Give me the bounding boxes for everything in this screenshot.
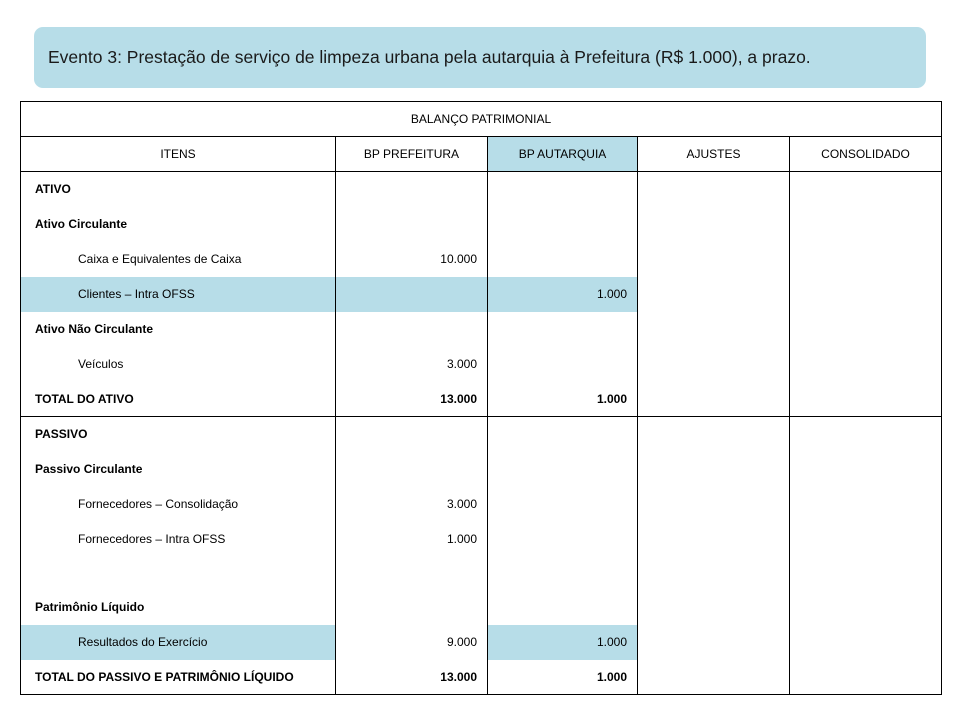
- row-label: Patrimônio Líquido: [21, 590, 336, 625]
- cell-prefeitura: [336, 312, 488, 347]
- row-label: [21, 557, 336, 590]
- header-ajustes: AJUSTES: [638, 137, 790, 172]
- cell-prefeitura: 13.000: [336, 382, 488, 417]
- total-row: [21, 382, 942, 417]
- table-header-row: [21, 137, 942, 172]
- cell-consolidado: [790, 312, 942, 347]
- cell-consolidado: [790, 417, 942, 452]
- row-label: Ativo Circulante: [21, 207, 336, 242]
- cell-autarquia: [488, 557, 638, 590]
- cell-consolidado: [790, 625, 942, 660]
- header-consolidado: CONSOLIDADO: [790, 137, 942, 172]
- table-row-highlighted: [21, 277, 942, 312]
- cell-prefeitura: 3.000: [336, 347, 488, 382]
- cell-autarquia: [488, 172, 638, 207]
- cell-ajustes: [638, 382, 790, 417]
- row-label: PASSIVO: [21, 417, 336, 452]
- event-banner: [34, 27, 926, 88]
- row-label: TOTAL DO ATIVO: [21, 382, 336, 417]
- row-label: Fornecedores – Consolidação: [21, 487, 336, 522]
- cell-ajustes: [638, 487, 790, 522]
- cell-autarquia: 1.000: [488, 382, 638, 417]
- table-row: [21, 522, 942, 557]
- cell-autarquia: [488, 207, 638, 242]
- row-label: Veículos: [21, 347, 336, 382]
- row-label: Passivo Circulante: [21, 452, 336, 487]
- cell-prefeitura: [336, 207, 488, 242]
- cell-ajustes: [638, 312, 790, 347]
- table-row: [21, 207, 942, 242]
- total-row: [21, 660, 942, 695]
- cell-ajustes: [638, 660, 790, 695]
- table-row: [21, 347, 942, 382]
- cell-autarquia: [488, 452, 638, 487]
- cell-autarquia: 1.000: [488, 277, 638, 312]
- cell-prefeitura: 10.000: [336, 242, 488, 277]
- cell-prefeitura: 9.000: [336, 625, 488, 660]
- cell-ajustes: [638, 557, 790, 590]
- cell-consolidado: [790, 590, 942, 625]
- cell-prefeitura: 1.000: [336, 522, 488, 557]
- row-label: ATIVO: [21, 172, 336, 207]
- cell-consolidado: [790, 172, 942, 207]
- passivo-section: [21, 417, 942, 695]
- cell-ajustes: [638, 590, 790, 625]
- cell-consolidado: [790, 382, 942, 417]
- cell-consolidado: [790, 660, 942, 695]
- cell-consolidado: [790, 207, 942, 242]
- cell-autarquia: [488, 242, 638, 277]
- cell-autarquia: 1.000: [488, 660, 638, 695]
- event-description: Evento 3: Prestação de serviço de limpeza urbana pela autarquia à Prefeitura (R$ 1.000), a prazo.: [48, 47, 811, 67]
- cell-prefeitura: [336, 277, 488, 312]
- cell-consolidado: [790, 557, 942, 590]
- cell-prefeitura: [336, 452, 488, 487]
- cell-prefeitura: [336, 417, 488, 452]
- cell-prefeitura: [336, 172, 488, 207]
- cell-consolidado: [790, 277, 942, 312]
- cell-prefeitura: 3.000: [336, 487, 488, 522]
- cell-prefeitura: [336, 590, 488, 625]
- cell-ajustes: [638, 417, 790, 452]
- table-title: BALANÇO PATRIMONIAL: [21, 102, 942, 137]
- header-itens: ITENS: [21, 137, 336, 172]
- table-title-row: [21, 102, 942, 137]
- cell-autarquia: [488, 522, 638, 557]
- cell-autarquia: [488, 487, 638, 522]
- row-label: TOTAL DO PASSIVO E PATRIMÔNIO LÍQUIDO: [21, 660, 336, 695]
- table-row: [21, 172, 942, 207]
- cell-consolidado: [790, 242, 942, 277]
- row-label: Ativo Não Circulante: [21, 312, 336, 347]
- cell-ajustes: [638, 625, 790, 660]
- table-row: [21, 417, 942, 452]
- cell-ajustes: [638, 172, 790, 207]
- header-bp-prefeitura: BP PREFEITURA: [336, 137, 488, 172]
- cell-ajustes: [638, 207, 790, 242]
- cell-prefeitura: [336, 557, 488, 590]
- cell-autarquia: 1.000: [488, 625, 638, 660]
- cell-ajustes: [638, 242, 790, 277]
- table-row: [21, 487, 942, 522]
- table-row: [21, 242, 942, 277]
- cell-prefeitura: 13.000: [336, 660, 488, 695]
- table-row: [21, 590, 942, 625]
- cell-autarquia: [488, 417, 638, 452]
- cell-autarquia: [488, 312, 638, 347]
- table-row-highlighted: [21, 625, 942, 660]
- row-label: Fornecedores – Intra OFSS: [21, 522, 336, 557]
- row-label: Resultados do Exercício: [21, 625, 336, 660]
- cell-autarquia: [488, 590, 638, 625]
- table-row-spacer: [21, 557, 942, 590]
- cell-consolidado: [790, 487, 942, 522]
- cell-ajustes: [638, 277, 790, 312]
- ativo-section: [21, 172, 942, 417]
- table-row: [21, 312, 942, 347]
- cell-autarquia: [488, 347, 638, 382]
- cell-ajustes: [638, 347, 790, 382]
- cell-ajustes: [638, 522, 790, 557]
- row-label: Caixa e Equivalentes de Caixa: [21, 242, 336, 277]
- cell-consolidado: [790, 347, 942, 382]
- table-row: [21, 452, 942, 487]
- cell-ajustes: [638, 452, 790, 487]
- row-label: Clientes – Intra OFSS: [21, 277, 336, 312]
- balance-sheet-table: [20, 101, 942, 695]
- cell-consolidado: [790, 522, 942, 557]
- header-bp-autarquia: BP AUTARQUIA: [488, 137, 638, 172]
- cell-consolidado: [790, 452, 942, 487]
